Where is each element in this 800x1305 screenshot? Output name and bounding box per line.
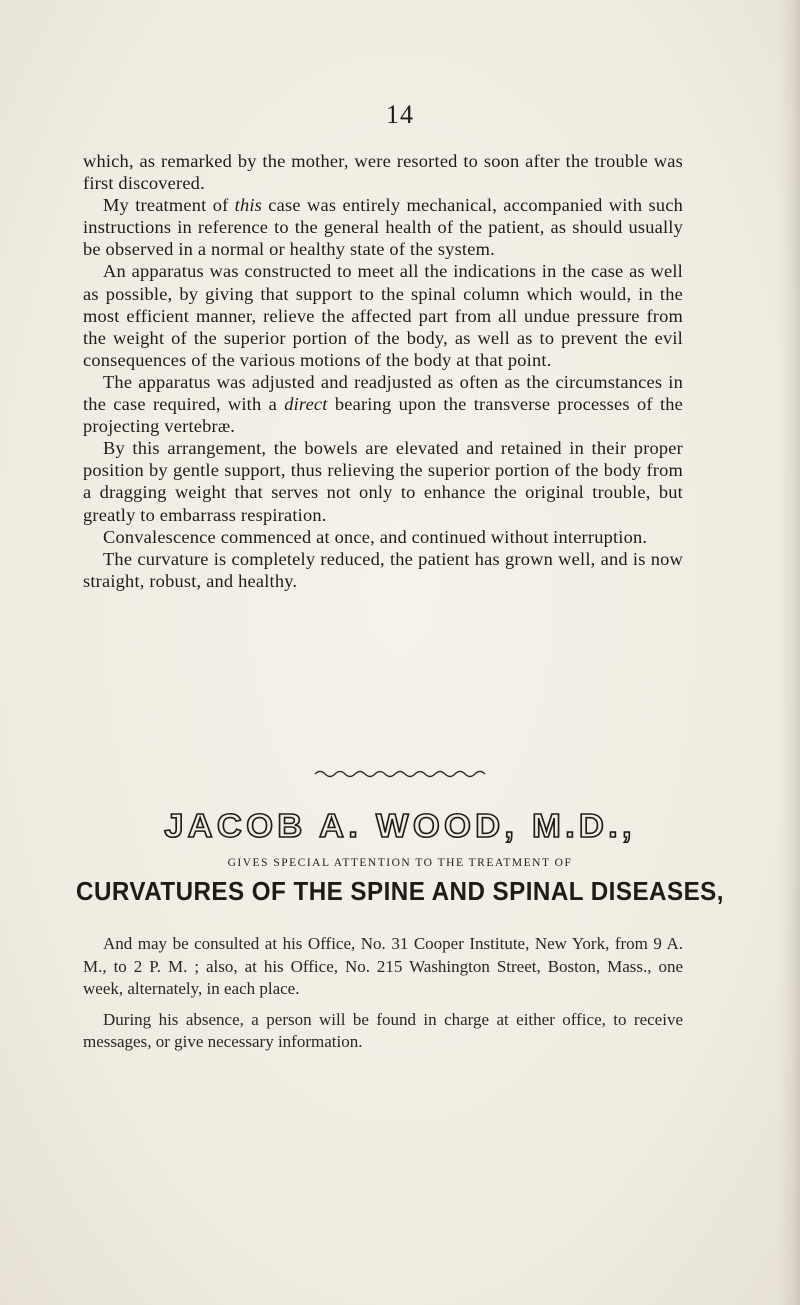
emphasis-direct: direct: [284, 394, 328, 415]
office-notice: [83, 933, 683, 1062]
paragraph-convalescence: Convalescence commenced at once, and continued without interruption.: [103, 526, 648, 547]
specialty-intro: GIVES SPECIAL ATTENTION TO THE TREATMENT OF: [227, 857, 573, 869]
paragraph-adjustment-start: The apparatus was adjusted and readjusted as often as the circumstances in the case required, with a: [83, 371, 683, 415]
paragraph-adjustment: [83, 371, 683, 437]
physician-name-text: JACOB A. WOOD, M.D.,: [164, 807, 636, 844]
office-hours: And may be consulted at his Office, No. 31 Cooper Institute, New York, from 9 A. M., to 2 P. M. ; also, at his Office, No. 215 Washington Street, Boston, Mass., one week, alternately, in each place.: [83, 934, 683, 998]
absence-notice: During his absence, a person will be found in charge at either office, to receive messages, or give necessary information.: [83, 1009, 683, 1051]
physician-name: [0, 807, 800, 845]
paragraph-adjustment-end: bearing upon the transverse processes of the projecting vertebræ.: [83, 394, 684, 437]
page-number: 14: [386, 100, 414, 129]
paragraph-arrangement: By this arrangement, the bowels are elevated and retained in their proper position by gentle support, thus relieving the superior portion of the body from a dragging weight that serves not only to enhance the original trouble, but greatly to embarrass respiration.: [83, 438, 683, 525]
emphasis-this: this: [234, 195, 263, 216]
page-edge-shadow: [778, 0, 800, 1305]
paragraph-treatment-end: case was entirely mechanical, accompanied with such instructions in reference to the general health of the patient, as should usually be observed in a normal or healthy state of the system.: [83, 195, 683, 260]
paragraph-outcome: The curvature is completely reduced, the patient has grown well, and is now straight, robust, and healthy.: [83, 548, 683, 591]
paragraph-treatment-start: My treatment of: [103, 195, 235, 216]
paragraph-continuation: which, as remarked by the mother, were resorted to soon after the trouble was first discovered.: [83, 151, 683, 194]
wavy-rule-ornament-icon: [313, 766, 489, 782]
specialty-heading: CURVATURES OF THE SPINE AND SPINAL DISEASES,: [76, 876, 724, 906]
case-narrative: [83, 150, 683, 592]
paragraph-apparatus: An apparatus was constructed to meet all the indications in the case as well as possible, by giving that support to the spinal column which would, in the most efficient manner, relieve the affected part from all undue pressure from the weight of the superior portion of the body, as well as to prevent the evil consequences of the various motions of the body at that point.: [83, 261, 683, 370]
paragraph-treatment: [83, 194, 683, 260]
